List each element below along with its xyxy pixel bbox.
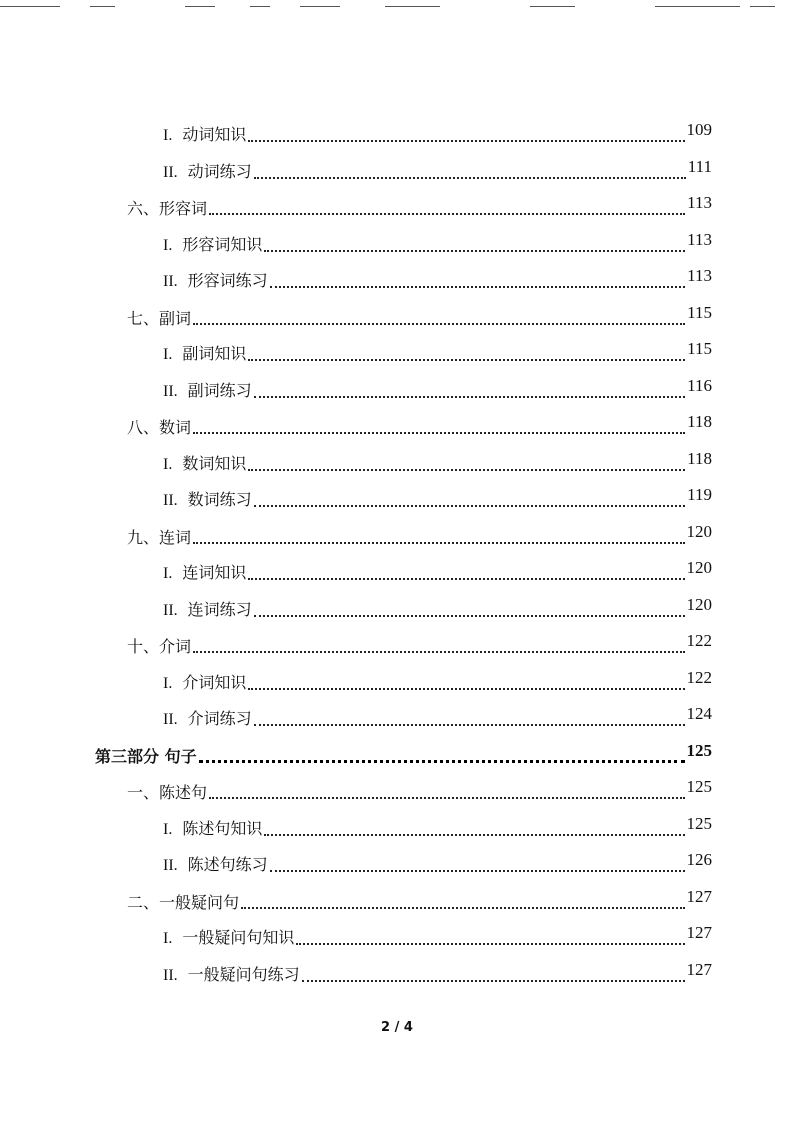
toc-dot-leader [296, 943, 684, 945]
toc-page-number: 127 [686, 887, 712, 906]
toc-page-number: 124 [686, 704, 712, 723]
toc-entry-title: 连词知识 [182, 563, 247, 582]
toc-dot-leader [254, 724, 685, 726]
toc-entry-title: 二、一般疑问句 [127, 893, 240, 912]
toc-dot-leader [254, 505, 685, 507]
toc-dot-leader [209, 797, 684, 799]
toc-page-number: 115 [687, 303, 712, 322]
toc-entry-title: 七、副词 [127, 309, 192, 328]
toc-entry-label [127, 637, 191, 657]
toc-roman-numeral: I. [163, 930, 173, 947]
toc-subsection-entry[interactable] [163, 449, 712, 475]
toc-entry-title: 十、介词 [127, 637, 192, 656]
toc-page-number: 125 [686, 741, 712, 760]
toc-subsection-entry[interactable] [163, 485, 712, 511]
toc-section-entry[interactable] [127, 631, 712, 657]
toc-dot-leader [264, 250, 685, 252]
toc-section-entry[interactable] [127, 303, 712, 329]
toc-subsection-entry[interactable] [163, 704, 712, 730]
toc-entry-title: 动词练习 [187, 162, 252, 181]
toc-entry-title: 一、陈述句 [127, 783, 208, 802]
toc-subsection-entry[interactable] [163, 960, 712, 986]
toc-entry-label [163, 454, 246, 475]
toc-entry-title: 连词练习 [187, 600, 252, 619]
toc-subsection-entry[interactable] [163, 339, 712, 365]
toc-roman-numeral: I. [163, 821, 173, 838]
toc-roman-numeral: II. [163, 492, 178, 509]
toc-entry-title: 形容词知识 [182, 235, 263, 254]
toc-entry-title: 介词知识 [182, 673, 247, 692]
toc-dot-leader [248, 469, 685, 471]
toc-entry-label [163, 709, 252, 730]
toc-entry-title: 六、形容词 [127, 199, 208, 218]
toc-page-number: 111 [687, 157, 712, 176]
toc-subsection-entry[interactable] [163, 814, 712, 840]
toc-entry-label [163, 125, 246, 146]
toc-roman-numeral: I. [163, 675, 173, 692]
toc-roman-numeral: I. [163, 456, 173, 473]
toc-page-number: 120 [686, 558, 712, 577]
toc-entry-label [163, 819, 262, 840]
toc-section-entry[interactable] [127, 887, 712, 913]
toc-section-entry[interactable] [127, 193, 712, 219]
toc-page-number: 127 [686, 960, 712, 979]
toc-dot-leader [270, 870, 685, 872]
toc-roman-numeral: II. [163, 967, 178, 984]
toc-subsection-entry[interactable] [163, 595, 712, 621]
toc-entry-label [127, 528, 191, 548]
toc-entry-title: 介词练习 [187, 709, 252, 728]
toc-entry-label [163, 162, 252, 183]
toc-entry-title: 陈述句练习 [187, 855, 268, 874]
toc-roman-numeral: II. [163, 273, 178, 290]
toc-entry-title: 九、连词 [127, 528, 192, 547]
toc-dot-leader [264, 834, 684, 836]
toc-dot-leader [193, 432, 685, 434]
toc-page-number: 125 [686, 814, 712, 833]
toc-page-number: 125 [686, 777, 712, 796]
toc-entry-label [127, 309, 191, 329]
toc-dot-leader [248, 688, 684, 690]
toc-page-number: 113 [687, 230, 712, 249]
toc-entry-label [95, 747, 197, 767]
toc-entry-label [163, 381, 252, 402]
toc-entry-label [163, 600, 252, 621]
toc-page-number: 118 [687, 412, 712, 431]
toc-subsection-entry[interactable] [163, 850, 712, 876]
toc-entry-label [163, 490, 252, 511]
toc-entry-label [163, 928, 294, 949]
toc-roman-numeral: II. [163, 602, 178, 619]
toc-entry-title: 数词知识 [182, 454, 247, 473]
toc-entry-label [163, 235, 262, 256]
toc-section-entry[interactable] [127, 777, 712, 803]
toc-page-number: 122 [686, 631, 712, 650]
toc-entry-title: 一般疑问句练习 [187, 965, 300, 984]
toc-dot-leader [270, 286, 685, 288]
toc-roman-numeral: II. [163, 164, 178, 181]
toc-dot-leader [254, 396, 685, 398]
toc-dot-leader [254, 615, 685, 617]
toc-entry-title: 副词知识 [182, 344, 247, 363]
toc-section-entry[interactable] [127, 412, 712, 438]
toc-entry-title: 副词练习 [187, 381, 252, 400]
toc-page-number: 120 [686, 595, 712, 614]
toc-entry-title: 第三部分 句子 [95, 747, 197, 766]
toc-page-number: 113 [687, 266, 712, 285]
toc-entry-label [163, 855, 268, 876]
toc-entry-label [163, 563, 246, 584]
toc-page-number: 116 [687, 376, 712, 395]
toc-roman-numeral: II. [163, 711, 178, 728]
toc-subsection-entry[interactable] [163, 376, 712, 402]
toc-entry-title: 形容词练习 [187, 271, 268, 290]
toc-entry-title: 八、数词 [127, 418, 192, 437]
toc-entry-label [127, 783, 207, 803]
toc-subsection-entry[interactable] [163, 558, 712, 584]
toc-page-number: 115 [687, 339, 712, 358]
toc-dot-leader [302, 980, 685, 982]
toc-roman-numeral: I. [163, 127, 173, 144]
toc-entry-label [127, 893, 239, 913]
toc-page-number: 113 [687, 193, 712, 212]
toc-page-number: 109 [686, 120, 712, 139]
toc-dot-leader [193, 542, 684, 544]
toc-roman-numeral: II. [163, 383, 178, 400]
toc-dot-leader [248, 140, 684, 142]
toc-roman-numeral: I. [163, 565, 173, 582]
toc-entry-title: 数词练习 [187, 490, 252, 509]
toc-dot-leader [248, 359, 685, 361]
toc-subsection-entry[interactable] [163, 923, 712, 949]
toc-entry-label [163, 344, 246, 365]
toc-dot-leader [193, 323, 685, 325]
toc-page-number: 126 [686, 850, 712, 869]
toc-entry-label [163, 673, 246, 694]
toc-dot-leader [254, 177, 686, 179]
toc-page-number: 118 [687, 449, 712, 468]
toc-page-number: 127 [686, 923, 712, 942]
toc-entry-label [163, 271, 268, 292]
toc-dot-leader [199, 760, 685, 763]
toc-subsection-entry[interactable] [163, 157, 712, 183]
toc-entry-label [127, 199, 207, 219]
toc-entry-label [163, 965, 300, 986]
toc-dot-leader [209, 213, 685, 215]
toc-subsection-entry[interactable] [163, 668, 712, 694]
toc-entry-label [127, 418, 191, 438]
toc-section-entry[interactable] [127, 522, 712, 548]
toc-entry-title: 一般疑问句知识 [182, 928, 295, 947]
toc-dot-leader [248, 578, 684, 580]
toc-roman-numeral: I. [163, 346, 173, 363]
scan-top-edge [0, 6, 794, 10]
toc-entry-title: 陈述句知识 [182, 819, 263, 838]
toc-page-number: 120 [686, 522, 712, 541]
toc-entry-title: 动词知识 [182, 125, 247, 144]
toc-subsection-entry[interactable] [163, 266, 712, 292]
page-number: 2 / 4 [381, 1020, 413, 1035]
toc-dot-leader [241, 907, 684, 909]
toc-subsection-entry[interactable] [163, 230, 712, 256]
toc-subsection-entry[interactable] [163, 120, 712, 146]
toc-roman-numeral: I. [163, 237, 173, 254]
toc-roman-numeral: II. [163, 857, 178, 874]
toc-page-number: 119 [687, 485, 712, 504]
toc-dot-leader [193, 651, 684, 653]
toc-part-heading[interactable] [95, 741, 712, 767]
toc-page-number: 122 [686, 668, 712, 687]
